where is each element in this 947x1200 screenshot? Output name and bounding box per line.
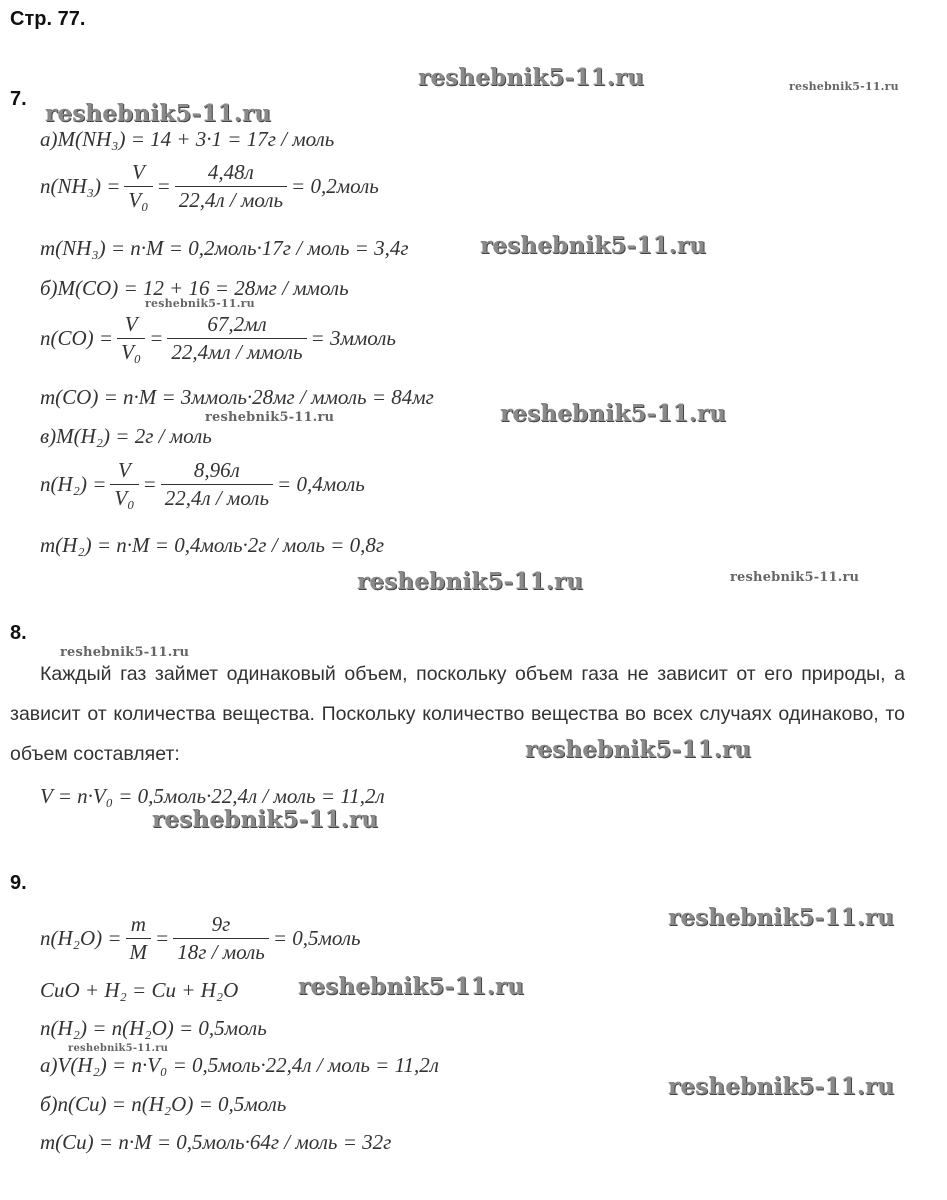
fraction [124, 160, 152, 213]
fraction [175, 160, 287, 213]
denominator: 22,4мл / ммоль [167, 338, 306, 365]
watermark: reshebnik5-11.ru [418, 64, 645, 91]
fraction [126, 912, 152, 965]
watermark-small: reshebnik5-11.ru [789, 80, 899, 93]
lhs: n(H₂) = [40, 472, 107, 496]
task-9-mass: m(Cu) = n·M = 0,5моль·64г / моль = 32г [40, 1130, 392, 1154]
task-9-h2-amount: n(H₂) = n(H₂O) = 0,5моль [40, 1016, 267, 1040]
denominator: 22,4л / моль [161, 484, 273, 511]
task-7a-mass: m(NH₃) = n·M = 0,2моль·17г / моль = 3,4г [40, 236, 409, 260]
watermark-small: reshebnik5-11.ru [205, 410, 335, 425]
denominator: 22,4л / моль [175, 186, 287, 213]
task-7b-amount [40, 312, 396, 365]
task-7a-amount [40, 160, 379, 213]
numerator: V [132, 160, 145, 184]
task-9b-amount: б)n(Cu) = n(H₂O) = 0,5моль [40, 1092, 287, 1116]
watermark-small: reshebnik5-11.ru [68, 1043, 169, 1054]
watermark-small: reshebnik5-11.ru [60, 645, 190, 660]
watermark-small: reshebnik5-11.ru [145, 297, 255, 310]
result: = 0,5моль [272, 926, 361, 950]
task-8-number: 8. [10, 622, 27, 644]
fraction [173, 912, 269, 965]
watermark: reshebnik5-11.ru [525, 736, 752, 763]
task-7v-amount [40, 458, 365, 511]
result: = 0,4моль [277, 472, 365, 496]
page-title: Стр. 77. [10, 8, 86, 30]
lhs: n(H₂O) = [40, 926, 122, 950]
numerator: 4,48л [207, 160, 254, 184]
task-8-formula: V = n·V₀ = 0,5моль·22,4л / моль = 11,2л [40, 784, 385, 808]
task-7-number: 7. [10, 88, 27, 110]
denominator: V₀ [117, 338, 145, 365]
fraction [110, 458, 138, 511]
watermark: reshebnik5-11.ru [152, 806, 379, 833]
watermark: reshebnik5-11.ru [500, 400, 727, 427]
task-9-reaction: CuO + H₂ = Cu + H₂O [40, 978, 239, 1002]
lhs: n(NH₃) = [40, 174, 121, 198]
equals: = [155, 926, 170, 950]
numerator: V [118, 458, 131, 482]
task-8-explanation: Каждый газ займет одинаковый объем, поскольку объем газа не зависит от его природы, а зависит от количества вещества. Поскольку количество вещества во всех случаях одинаково, то объем составляет: [10, 663, 905, 765]
numerator: 8,96л [193, 458, 240, 482]
task-9-number: 9. [10, 872, 27, 894]
task-9-amount [40, 912, 361, 965]
numerator: V [124, 312, 138, 336]
watermark: reshebnik5-11.ru [45, 100, 272, 127]
task-7b-molar-mass: б)M(CO) = 12 + 16 = 28мг / ммоль [40, 276, 349, 300]
denominator: V₀ [124, 186, 152, 213]
numerator: m [130, 912, 146, 936]
denominator: M [126, 938, 152, 965]
equals: = [142, 472, 157, 496]
task-7v-molar-mass: в)M(H₂) = 2г / моль [40, 424, 212, 448]
watermark-small: reshebnik5-11.ru [730, 570, 860, 585]
watermark: reshebnik5-11.ru [668, 1073, 895, 1100]
task-7a-molar-mass: а)M(NH₃) = 14 + 3·1 = 17г / моль [40, 127, 335, 151]
task-9a-volume: а)V(H₂) = n·V₀ = 0,5моль·22,4л / моль = 11,2л [40, 1053, 439, 1077]
equals: = [156, 174, 171, 198]
fraction [167, 312, 306, 365]
result: = 3ммоль [310, 326, 396, 350]
lhs: n(CO) = [40, 326, 114, 350]
watermark: reshebnik5-11.ru [357, 568, 584, 595]
task-7v-mass: m(H₂) = n·M = 0,4моль·2г / моль = 0,8г [40, 533, 385, 557]
equals: = [149, 326, 164, 350]
fraction [161, 458, 273, 511]
fraction [117, 312, 145, 365]
result: = 0,2моль [291, 174, 379, 198]
task-7b-mass: m(CO) = n·M = 3ммоль·28мг / ммоль = 84мг [40, 385, 434, 409]
numerator: 9г [211, 912, 231, 936]
denominator: V₀ [110, 484, 138, 511]
watermark: reshebnik5-11.ru [298, 973, 525, 1000]
watermark: reshebnik5-11.ru [668, 904, 895, 931]
numerator: 67,2мл [207, 312, 267, 336]
denominator: 18г / моль [173, 938, 269, 965]
watermark: reshebnik5-11.ru [480, 232, 707, 259]
